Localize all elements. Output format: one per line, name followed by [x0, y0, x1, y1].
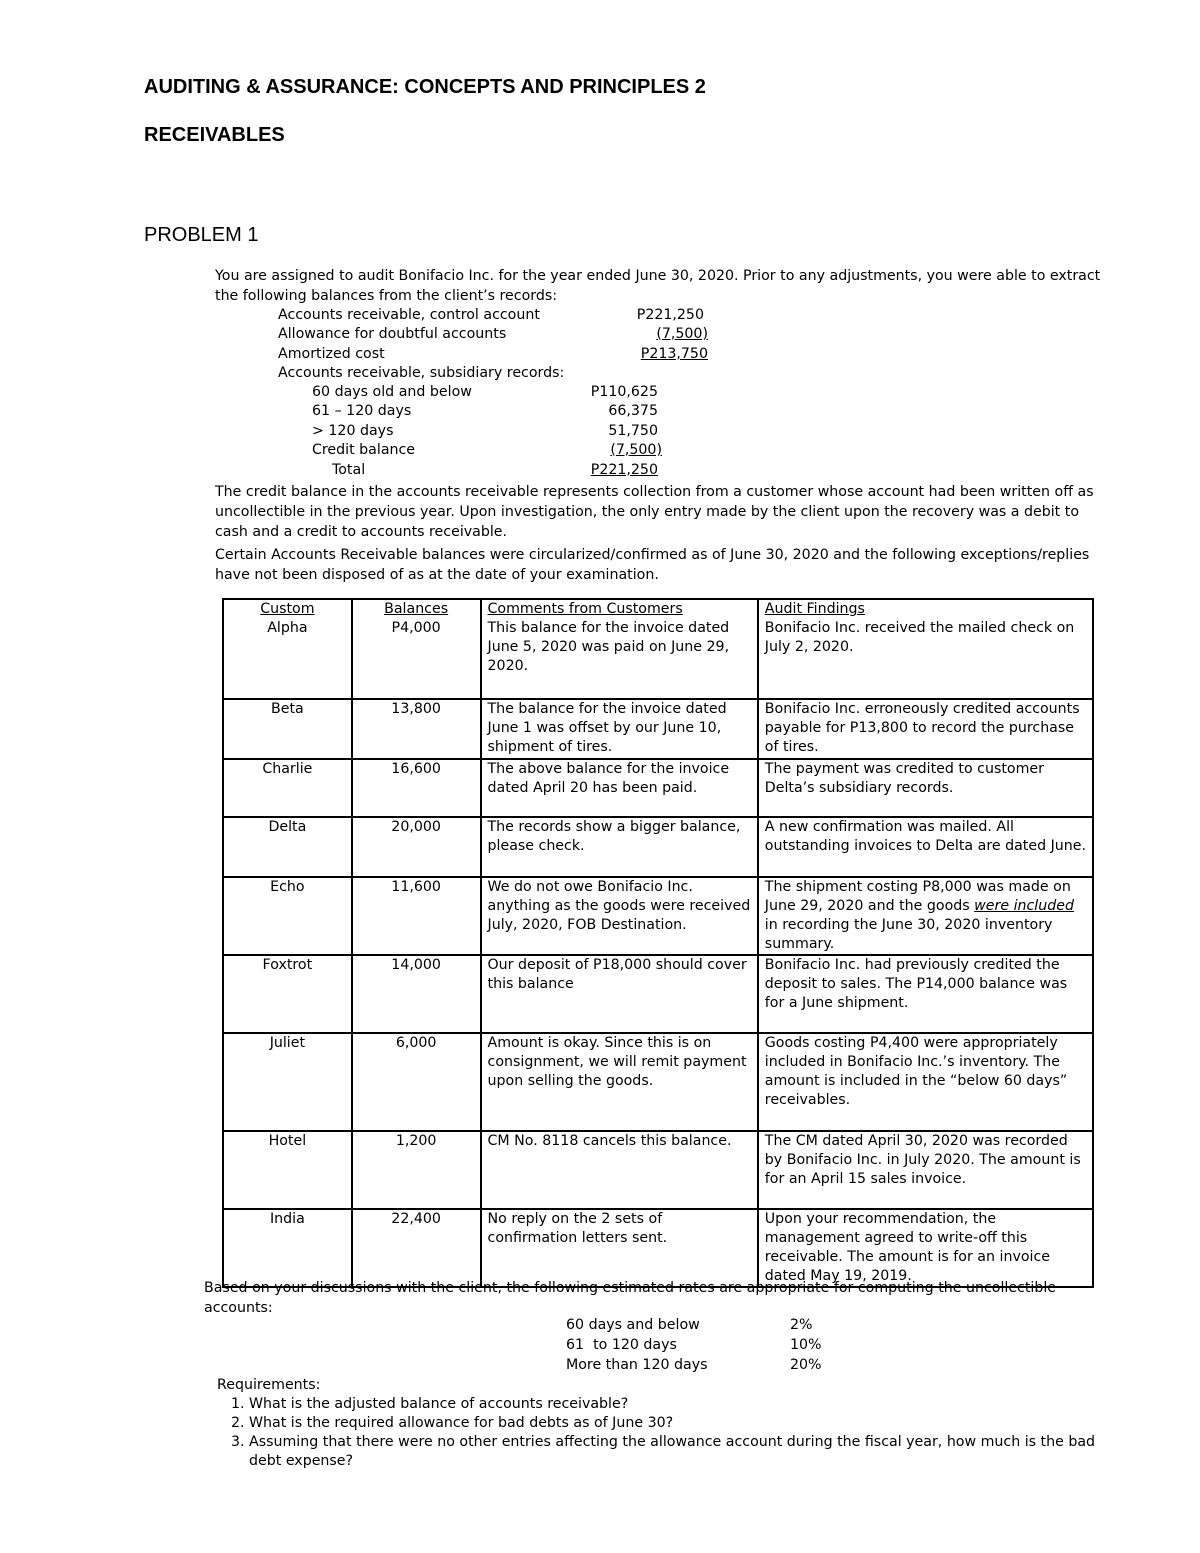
customer-cell: Alpha [223, 619, 352, 699]
comment-cell: The records show a bigger balance, please check. [481, 817, 758, 877]
amortized-value: P213,750 [640, 346, 708, 362]
finding-cell: The shipment costing P8,000 was made on June 29, 2020 and the goods were included in recording the June 30, 2020 inventory summary. [758, 877, 1093, 955]
customer-cell: India [223, 1209, 352, 1287]
finding-cell: Bonifacio Inc. erroneously credited accounts payable for P13,800 to record the purchase of tires. [758, 699, 1093, 759]
confirmation-table [222, 598, 1094, 1288]
requirement-item: 2. What is the required allowance for bad debts as of June 30? [249, 1414, 1097, 1433]
column-header: Comments from Customers [481, 599, 758, 619]
ar-value: P221,250 [636, 307, 704, 323]
table-row [223, 817, 1093, 877]
balance-cell: 20,000 [352, 817, 481, 877]
comment-cell: We do not owe Bonifacio Inc. anything as the goods were received July, 2020, FOB Destination. [481, 877, 758, 955]
rate-value: 2% [790, 1317, 813, 1333]
problem-label: PROBLEM 1 [144, 224, 259, 246]
balance-cell: P4,000 [352, 619, 481, 699]
customer-cell: Charlie [223, 759, 352, 817]
requirements-list [217, 1395, 1097, 1471]
table-row [223, 1131, 1093, 1209]
table-row [223, 1209, 1093, 1287]
column-header: Audit Findings [758, 599, 1093, 619]
comment-cell: The above balance for the invoice dated April 20 has been paid. [481, 759, 758, 817]
column-header: Balances [352, 599, 481, 619]
balance-cell: 14,000 [352, 955, 481, 1033]
rate-label: 61 to 120 days [566, 1337, 677, 1353]
balance-cell: 6,000 [352, 1033, 481, 1131]
comment-cell: Amount is okay. Since this is on consignment, we will remit payment upon selling the goods. [481, 1033, 758, 1131]
customer-cell: Foxtrot [223, 955, 352, 1033]
rate-value: 10% [790, 1337, 822, 1353]
table-row [223, 1033, 1093, 1131]
total-value: P221,250 [590, 462, 658, 478]
rate-label: More than 120 days [566, 1357, 708, 1373]
aging-value: (7,500) [610, 442, 662, 458]
finding-cell: The payment was credited to customer Delta’s subsidiary records. [758, 759, 1093, 817]
total-label: Total [332, 462, 366, 478]
table-header-row [223, 599, 1093, 619]
requirements-heading: Requirements: [217, 1377, 321, 1393]
customer-cell: Juliet [223, 1033, 352, 1131]
table-row [223, 619, 1093, 699]
customer-cell: Echo [223, 877, 352, 955]
finding-cell: Bonifacio Inc. had previously credited the deposit to sales. The P14,000 balance was for a June shipment. [758, 955, 1093, 1033]
finding-cell: Upon your recommendation, the management agreed to write-off this receivable. The amount is for an invoice dated May 19, 2019. [758, 1209, 1093, 1287]
finding-cell: Bonifacio Inc. received the mailed check on July 2, 2020. [758, 619, 1093, 699]
finding-emphasis: were included [974, 898, 1074, 914]
finding-cell: Goods costing P4,400 were appropriately included in Bonifacio Inc.’s inventory. The amount is included in the “below 60 days” receivables. [758, 1033, 1093, 1131]
rates-paragraph: Based on your discussions with the client, the following estimated rates are appropriate for computing the uncollectible accounts: [204, 1280, 1057, 1316]
rate-label: 60 days and below [566, 1317, 700, 1333]
confirmation-paragraph: Certain Accounts Receivable balances were circularized/confirmed as of June 30, 2020 and the following exceptions/replies have not been disposed of as at the date of your examination. [215, 547, 1090, 583]
aging-label: 61 – 120 days [312, 403, 412, 419]
allowance-label: Allowance for doubtful accounts [278, 326, 507, 342]
requirement-item: 3. Assuming that there were no other entries affecting the allowance account during the fiscal year, how much is the bad debt expense? [249, 1433, 1097, 1471]
balance-cell: 13,800 [352, 699, 481, 759]
column-header: Custom [223, 599, 352, 619]
table-row [223, 877, 1093, 955]
finding-cell: The CM dated April 30, 2020 was recorded by Bonifacio Inc. in July 2020. The amount is for an April 15 sales invoice. [758, 1131, 1093, 1209]
comment-cell: No reply on the 2 sets of confirmation letters sent. [481, 1209, 758, 1287]
course-title: AUDITING & ASSURANCE: CONCEPTS AND PRINCIPLES 2 [144, 76, 706, 98]
customer-cell: Beta [223, 699, 352, 759]
subsidiary-label: Accounts receivable, subsidiary records: [278, 365, 565, 381]
comment-cell: CM No. 8118 cancels this balance. [481, 1131, 758, 1209]
finding-cell: A new confirmation was mailed. All outstanding invoices to Delta are dated June. [758, 817, 1093, 877]
aging-value: 66,375 [608, 403, 658, 419]
aging-label: > 120 days [312, 423, 394, 439]
table-row [223, 955, 1093, 1033]
balance-cell: 16,600 [352, 759, 481, 817]
comment-cell: Our deposit of P18,000 should cover this balance [481, 955, 758, 1033]
aging-label: 60 days old and below [312, 384, 472, 400]
comment-cell: The balance for the invoice dated June 1 was offset by our June 10, shipment of tires. [481, 699, 758, 759]
ar-label: Accounts receivable, control account [278, 307, 540, 323]
credit-balance-paragraph: The credit balance in the accounts receivable represents collection from a customer whose account had been written off as uncollectible in the previous year. Upon investigation, the only entry made by the client upon the recovery was a debit to cash and a credit to accounts receivable. [215, 484, 1094, 540]
balance-cell: 22,400 [352, 1209, 481, 1287]
intro-paragraph: You are assigned to audit Bonifacio Inc. for the year ended June 30, 2020. Prior to any adjustments, you were able to extract the following balances from the client’s records: [215, 268, 1101, 304]
aging-value: P110,625 [590, 384, 658, 400]
aging-value: 51,750 [608, 423, 658, 439]
amortized-label: Amortized cost [278, 346, 385, 362]
table-row [223, 759, 1093, 817]
comment-cell: This balance for the invoice dated June 5, 2020 was paid on June 29, 2020. [481, 619, 758, 699]
aging-label: Credit balance [312, 442, 416, 458]
requirements [217, 1376, 1097, 1471]
table-row [223, 699, 1093, 759]
allowance-value: (7,500) [656, 326, 708, 342]
customer-cell: Delta [223, 817, 352, 877]
balance-cell: 1,200 [352, 1131, 481, 1209]
customer-cell: Hotel [223, 1131, 352, 1209]
balance-cell: 11,600 [352, 877, 481, 955]
rate-value: 20% [790, 1357, 822, 1373]
topic-title: RECEIVABLES [144, 124, 285, 146]
requirement-item: 1. What is the adjusted balance of accounts receivable? [249, 1395, 1097, 1414]
